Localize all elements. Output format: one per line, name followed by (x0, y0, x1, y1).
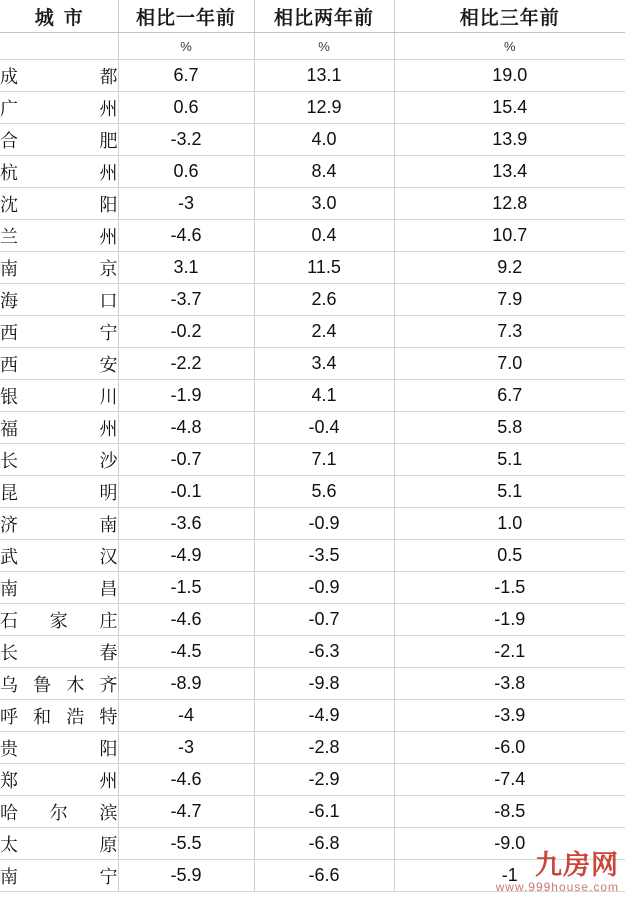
cell-vs-one-year: -4.8 (118, 412, 254, 444)
city-label: 沈阳 (0, 194, 118, 215)
cell-vs-three-years: -6.0 (394, 732, 625, 764)
unit-cell-vs-three-years: % (394, 33, 625, 60)
cell-vs-three-years: 10.7 (394, 220, 625, 252)
cell-city (0, 284, 118, 316)
cell-vs-one-year: 0.6 (118, 92, 254, 124)
city-label: 贵阳 (0, 738, 118, 759)
city-label: 太原 (0, 834, 118, 855)
cell-vs-one-year: -3.6 (118, 508, 254, 540)
table-unit-row (0, 33, 625, 60)
cell-vs-three-years: -1.9 (394, 604, 625, 636)
cell-vs-three-years: 13.9 (394, 124, 625, 156)
city-label: 南京 (0, 258, 118, 279)
cell-city (0, 444, 118, 476)
cell-vs-two-years: 12.9 (254, 92, 394, 124)
cell-vs-two-years: -6.8 (254, 828, 394, 860)
cell-city (0, 156, 118, 188)
cell-vs-one-year: -2.2 (118, 348, 254, 380)
cell-city (0, 220, 118, 252)
cell-city (0, 732, 118, 764)
city-label: 成都 (0, 66, 118, 87)
cell-city (0, 380, 118, 412)
cell-vs-three-years: 7.9 (394, 284, 625, 316)
cell-vs-one-year: -3 (118, 188, 254, 220)
city-label: 银川 (0, 386, 118, 407)
table-row (0, 508, 625, 540)
unit-cell-city (0, 33, 118, 60)
cell-vs-two-years: -6.6 (254, 860, 394, 892)
table-row (0, 668, 625, 700)
cell-vs-two-years: 0.4 (254, 220, 394, 252)
column-header-vs-three-years: 相比三年前 (394, 0, 625, 33)
table-row (0, 284, 625, 316)
table-row (0, 604, 625, 636)
column-header-vs-one-year: 相比一年前 (118, 0, 254, 33)
city-label: 长沙 (0, 450, 118, 471)
cell-city (0, 316, 118, 348)
table-row (0, 156, 625, 188)
cell-city (0, 828, 118, 860)
city-label: 南宁 (0, 866, 118, 887)
cell-vs-one-year: -4 (118, 700, 254, 732)
cell-vs-two-years: 13.1 (254, 60, 394, 92)
cell-vs-one-year: -0.1 (118, 476, 254, 508)
cell-vs-two-years: -4.9 (254, 700, 394, 732)
cell-vs-one-year: -3.2 (118, 124, 254, 156)
cell-vs-two-years: -6.1 (254, 796, 394, 828)
cell-vs-one-year: -3.7 (118, 284, 254, 316)
cell-vs-one-year: 0.6 (118, 156, 254, 188)
table-row (0, 476, 625, 508)
cell-vs-two-years: 2.6 (254, 284, 394, 316)
column-header-city: 城市 (0, 0, 118, 33)
cell-city (0, 796, 118, 828)
city-label: 福州 (0, 418, 118, 439)
cell-vs-two-years: -2.8 (254, 732, 394, 764)
watermark-brand: 九房网 (535, 850, 619, 880)
city-label: 武汉 (0, 546, 118, 567)
cell-vs-one-year: -8.9 (118, 668, 254, 700)
table-row (0, 764, 625, 796)
cell-vs-one-year: -0.7 (118, 444, 254, 476)
table-row (0, 636, 625, 668)
cell-vs-two-years: -2.9 (254, 764, 394, 796)
cell-vs-three-years: -8.5 (394, 796, 625, 828)
cell-vs-three-years: -2.1 (394, 636, 625, 668)
cell-vs-one-year: -5.9 (118, 860, 254, 892)
table-row (0, 188, 625, 220)
unit-cell-vs-two-years: % (254, 33, 394, 60)
cell-city (0, 636, 118, 668)
cell-vs-one-year: 3.1 (118, 252, 254, 284)
city-label: 呼和浩特 (0, 706, 118, 727)
cell-vs-three-years: -1.5 (394, 572, 625, 604)
cell-vs-two-years: 3.0 (254, 188, 394, 220)
cell-city (0, 188, 118, 220)
cell-city (0, 572, 118, 604)
table-row (0, 732, 625, 764)
table-row (0, 828, 625, 860)
unit-cell-vs-one-year: % (118, 33, 254, 60)
table-row (0, 572, 625, 604)
cell-vs-two-years: -9.8 (254, 668, 394, 700)
cell-city (0, 60, 118, 92)
cell-vs-three-years: -1 (394, 860, 625, 892)
cell-vs-two-years: 8.4 (254, 156, 394, 188)
cell-vs-two-years: -0.9 (254, 572, 394, 604)
cell-city (0, 604, 118, 636)
cell-city (0, 348, 118, 380)
city-label: 长春 (0, 642, 118, 663)
cell-city (0, 508, 118, 540)
city-label: 西宁 (0, 322, 118, 343)
cell-vs-two-years: 4.1 (254, 380, 394, 412)
city-label: 西安 (0, 354, 118, 375)
cell-vs-three-years: 9.2 (394, 252, 625, 284)
cell-vs-three-years: -7.4 (394, 764, 625, 796)
cell-vs-three-years: 13.4 (394, 156, 625, 188)
city-label: 广州 (0, 98, 118, 119)
table-row (0, 60, 625, 92)
cell-vs-one-year: -4.5 (118, 636, 254, 668)
cell-vs-three-years: -3.9 (394, 700, 625, 732)
table-body (0, 60, 625, 892)
city-label: 郑州 (0, 770, 118, 791)
cell-vs-one-year: -4.6 (118, 604, 254, 636)
cell-vs-three-years: 5.1 (394, 444, 625, 476)
table-row (0, 124, 625, 156)
table-row (0, 220, 625, 252)
cell-vs-three-years: 7.3 (394, 316, 625, 348)
city-label: 石家庄 (0, 610, 118, 631)
cell-vs-three-years: 0.5 (394, 540, 625, 572)
cell-city (0, 476, 118, 508)
cell-city (0, 124, 118, 156)
table-row (0, 540, 625, 572)
city-label: 济南 (0, 514, 118, 535)
watermark-url: www.999house.com (495, 880, 619, 894)
table-row (0, 796, 625, 828)
table-header-row (0, 0, 625, 33)
cell-vs-two-years: -0.4 (254, 412, 394, 444)
cell-vs-two-years: 4.0 (254, 124, 394, 156)
cell-vs-one-year: -1.5 (118, 572, 254, 604)
cell-vs-two-years: -0.9 (254, 508, 394, 540)
cell-city (0, 700, 118, 732)
cell-vs-three-years: 12.8 (394, 188, 625, 220)
cell-vs-one-year: -5.5 (118, 828, 254, 860)
column-header-vs-two-years: 相比两年前 (254, 0, 394, 33)
city-label: 南昌 (0, 578, 118, 599)
cell-vs-one-year: -1.9 (118, 380, 254, 412)
cell-city (0, 668, 118, 700)
table-row (0, 444, 625, 476)
cell-vs-three-years: 5.1 (394, 476, 625, 508)
city-label: 杭州 (0, 162, 118, 183)
table-row (0, 412, 625, 444)
cell-vs-two-years: 3.4 (254, 348, 394, 380)
table-row (0, 316, 625, 348)
city-label: 兰州 (0, 226, 118, 247)
table-row (0, 380, 625, 412)
cell-vs-two-years: -3.5 (254, 540, 394, 572)
cell-vs-two-years: -0.7 (254, 604, 394, 636)
cell-vs-three-years: 1.0 (394, 508, 625, 540)
cell-city (0, 860, 118, 892)
cell-vs-two-years: 5.6 (254, 476, 394, 508)
cell-city (0, 764, 118, 796)
cell-vs-two-years: 7.1 (254, 444, 394, 476)
table-row (0, 860, 625, 892)
cell-vs-three-years: 15.4 (394, 92, 625, 124)
cell-vs-one-year: -4.7 (118, 796, 254, 828)
cell-vs-three-years: 19.0 (394, 60, 625, 92)
cell-vs-three-years: 6.7 (394, 380, 625, 412)
cell-vs-one-year: -0.2 (118, 316, 254, 348)
table-row (0, 700, 625, 732)
cell-vs-one-year: -3 (118, 732, 254, 764)
cell-vs-one-year: -4.6 (118, 764, 254, 796)
cell-city (0, 252, 118, 284)
cell-vs-one-year: -4.6 (118, 220, 254, 252)
table-row (0, 348, 625, 380)
cell-vs-three-years: -9.0 (394, 828, 625, 860)
cell-vs-two-years: -6.3 (254, 636, 394, 668)
cell-vs-three-years: 7.0 (394, 348, 625, 380)
cell-vs-three-years: 5.8 (394, 412, 625, 444)
cell-vs-two-years: 2.4 (254, 316, 394, 348)
city-label: 合肥 (0, 130, 118, 151)
city-label: 乌鲁木齐 (0, 674, 118, 695)
cell-vs-one-year: -4.9 (118, 540, 254, 572)
city-label: 哈尔滨 (0, 802, 118, 823)
city-label: 昆明 (0, 482, 118, 503)
cell-city (0, 412, 118, 444)
cell-city (0, 540, 118, 572)
cell-vs-three-years: -3.8 (394, 668, 625, 700)
cell-city (0, 92, 118, 124)
table-row (0, 92, 625, 124)
cell-vs-two-years: 11.5 (254, 252, 394, 284)
city-label: 海口 (0, 290, 118, 311)
cell-vs-one-year: 6.7 (118, 60, 254, 92)
table-row (0, 252, 625, 284)
